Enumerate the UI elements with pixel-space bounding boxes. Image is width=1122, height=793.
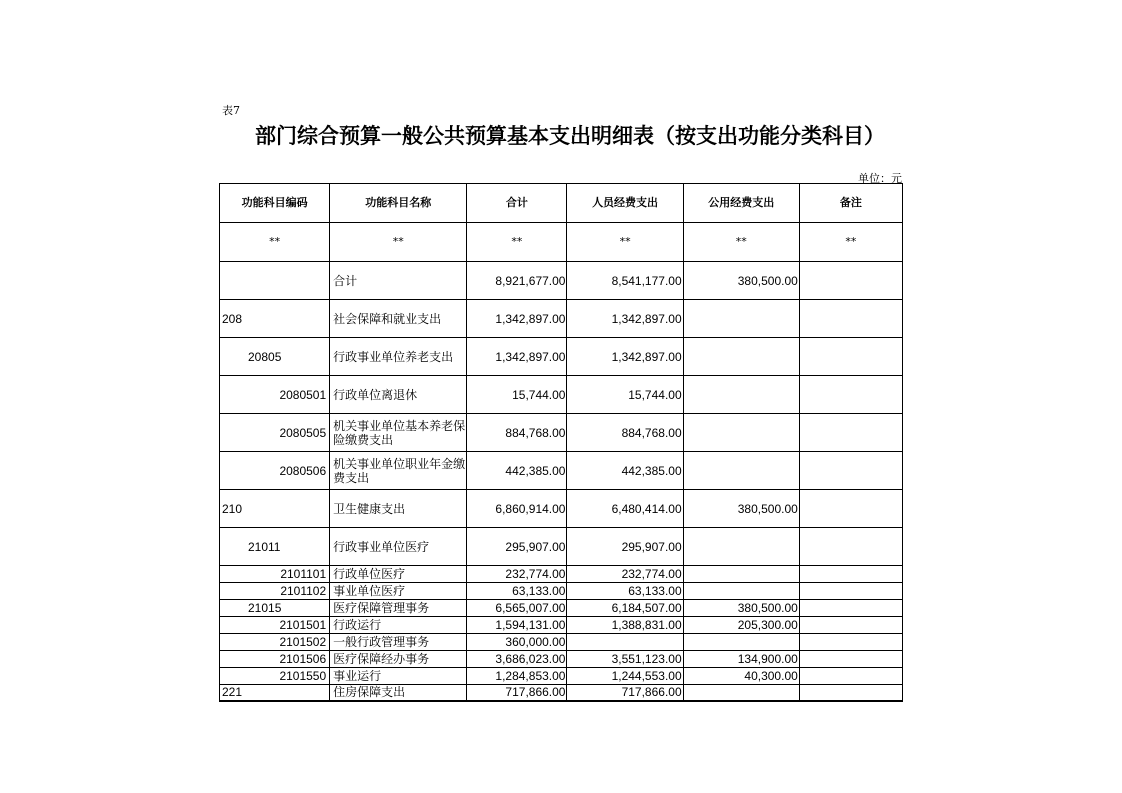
public-cell	[683, 414, 799, 452]
name-cell: 卫生健康支出	[330, 490, 467, 528]
header-personnel: 人员经费支出	[567, 184, 683, 223]
total-cell: 884,768.00	[467, 414, 567, 452]
total-cell: 442,385.00	[467, 452, 567, 490]
remark-cell	[799, 490, 902, 528]
header-code: 功能科目编码	[220, 184, 330, 223]
personnel-cell: 63,133.00	[567, 583, 683, 600]
total-cell: 360,000.00	[467, 634, 567, 651]
name-cell: 医疗保障经办事务	[330, 651, 467, 668]
table-row	[220, 566, 903, 583]
total-cell: 1,342,897.00	[467, 300, 567, 338]
table-number: 表7	[222, 104, 240, 117]
personnel-cell: 232,774.00	[567, 566, 683, 583]
name-cell: 机关事业单位职业年金缴费支出	[330, 452, 467, 490]
table-row	[220, 668, 903, 685]
public-cell	[683, 528, 799, 566]
code-cell: 208	[220, 300, 330, 338]
table-header-row	[220, 184, 903, 223]
personnel-cell: 1,342,897.00	[567, 300, 683, 338]
total-cell: 3,686,023.00	[467, 651, 567, 668]
public-cell	[683, 338, 799, 376]
budget-table	[219, 183, 903, 702]
remark-cell	[799, 651, 902, 668]
code-cell: 2080506	[220, 452, 330, 490]
code-cell: 2101101	[220, 566, 330, 583]
table-row	[220, 583, 903, 600]
table-row	[220, 528, 903, 566]
remark-cell	[799, 338, 902, 376]
unit-label: 单位：元	[858, 172, 902, 185]
placeholder-cell: **	[799, 223, 902, 262]
remark-cell	[799, 600, 902, 617]
personnel-cell: 15,744.00	[567, 376, 683, 414]
personnel-cell: 1,244,553.00	[567, 668, 683, 685]
remark-cell	[799, 583, 902, 600]
name-cell: 机关事业单位基本养老保险缴费支出	[330, 414, 467, 452]
name-cell: 行政事业单位养老支出	[330, 338, 467, 376]
remark-cell	[799, 376, 902, 414]
total-cell: 6,860,914.00	[467, 490, 567, 528]
remark-cell	[799, 566, 902, 583]
remark-cell	[799, 668, 902, 685]
public-cell	[683, 452, 799, 490]
name-cell: 社会保障和就业支出	[330, 300, 467, 338]
personnel-cell: 295,907.00	[567, 528, 683, 566]
name-cell: 事业单位医疗	[330, 583, 467, 600]
public-cell: 380,500.00	[683, 490, 799, 528]
code-cell: 2101501	[220, 617, 330, 634]
name-cell: 医疗保障管理事务	[330, 600, 467, 617]
name-cell: 行政单位离退休	[330, 376, 467, 414]
remark-cell	[799, 414, 902, 452]
table-row	[220, 376, 903, 414]
placeholder-cell: **	[467, 223, 567, 262]
remark-cell	[799, 617, 902, 634]
total-cell: 1,342,897.00	[467, 338, 567, 376]
personnel-cell: 6,480,414.00	[567, 490, 683, 528]
code-cell: 221	[220, 685, 330, 702]
code-cell: 21011	[220, 528, 330, 566]
table-row	[220, 414, 903, 452]
personnel-cell: 717,866.00	[567, 685, 683, 702]
page-title: 部门综合预算一般公共预算基本支出明细表（按支出功能分类科目）	[255, 124, 885, 148]
code-cell: 2101506	[220, 651, 330, 668]
table-row	[220, 617, 903, 634]
remark-cell	[799, 685, 902, 702]
personnel-cell: 884,768.00	[567, 414, 683, 452]
placeholder-row	[220, 223, 903, 262]
total-cell: 1,594,131.00	[467, 617, 567, 634]
public-cell	[683, 300, 799, 338]
personnel-cell: 1,342,897.00	[567, 338, 683, 376]
table-row	[220, 634, 903, 651]
name-cell: 一般行政管理事务	[330, 634, 467, 651]
personnel-cell: 8,541,177.00	[567, 262, 683, 300]
table-row	[220, 300, 903, 338]
personnel-cell: 6,184,507.00	[567, 600, 683, 617]
placeholder-cell: **	[220, 223, 330, 262]
header-public: 公用经费支出	[683, 184, 799, 223]
personnel-cell: 3,551,123.00	[567, 651, 683, 668]
public-cell: 40,300.00	[683, 668, 799, 685]
table-row	[220, 685, 903, 702]
total-cell: 1,284,853.00	[467, 668, 567, 685]
code-cell: 2080501	[220, 376, 330, 414]
header-total: 合计	[467, 184, 567, 223]
public-cell	[683, 685, 799, 702]
remark-cell	[799, 634, 902, 651]
total-cell: 15,744.00	[467, 376, 567, 414]
personnel-cell	[567, 634, 683, 651]
remark-cell	[799, 452, 902, 490]
table-row	[220, 338, 903, 376]
name-cell: 行政单位医疗	[330, 566, 467, 583]
code-cell: 21015	[220, 600, 330, 617]
remark-cell	[799, 300, 902, 338]
table-row-total	[220, 262, 903, 300]
name-cell: 行政事业单位医疗	[330, 528, 467, 566]
public-cell	[683, 634, 799, 651]
table-row	[220, 600, 903, 617]
remark-cell	[799, 262, 902, 300]
code-cell: 210	[220, 490, 330, 528]
total-cell: 295,907.00	[467, 528, 567, 566]
placeholder-cell: **	[330, 223, 467, 262]
total-cell: 8,921,677.00	[467, 262, 567, 300]
public-cell: 205,300.00	[683, 617, 799, 634]
name-cell: 住房保障支出	[330, 685, 467, 702]
code-cell: 2101550	[220, 668, 330, 685]
code-cell: 2101102	[220, 583, 330, 600]
personnel-cell: 442,385.00	[567, 452, 683, 490]
header-remark: 备注	[799, 184, 902, 223]
public-cell	[683, 376, 799, 414]
remark-cell	[799, 528, 902, 566]
total-cell: 6,565,007.00	[467, 600, 567, 617]
total-cell: 232,774.00	[467, 566, 567, 583]
code-cell: 20805	[220, 338, 330, 376]
public-cell	[683, 583, 799, 600]
table-row	[220, 452, 903, 490]
name-cell: 事业运行	[330, 668, 467, 685]
code-cell: 2080505	[220, 414, 330, 452]
placeholder-cell: **	[567, 223, 683, 262]
public-cell: 380,500.00	[683, 262, 799, 300]
public-cell	[683, 566, 799, 583]
public-cell: 380,500.00	[683, 600, 799, 617]
table-row	[220, 490, 903, 528]
table-row	[220, 651, 903, 668]
public-cell: 134,900.00	[683, 651, 799, 668]
code-cell: 2101502	[220, 634, 330, 651]
total-cell: 717,866.00	[467, 685, 567, 702]
total-cell: 63,133.00	[467, 583, 567, 600]
name-cell: 行政运行	[330, 617, 467, 634]
placeholder-cell: **	[683, 223, 799, 262]
code-cell	[220, 262, 330, 300]
name-cell: 合计	[330, 262, 467, 300]
header-name: 功能科目名称	[330, 184, 467, 223]
personnel-cell: 1,388,831.00	[567, 617, 683, 634]
